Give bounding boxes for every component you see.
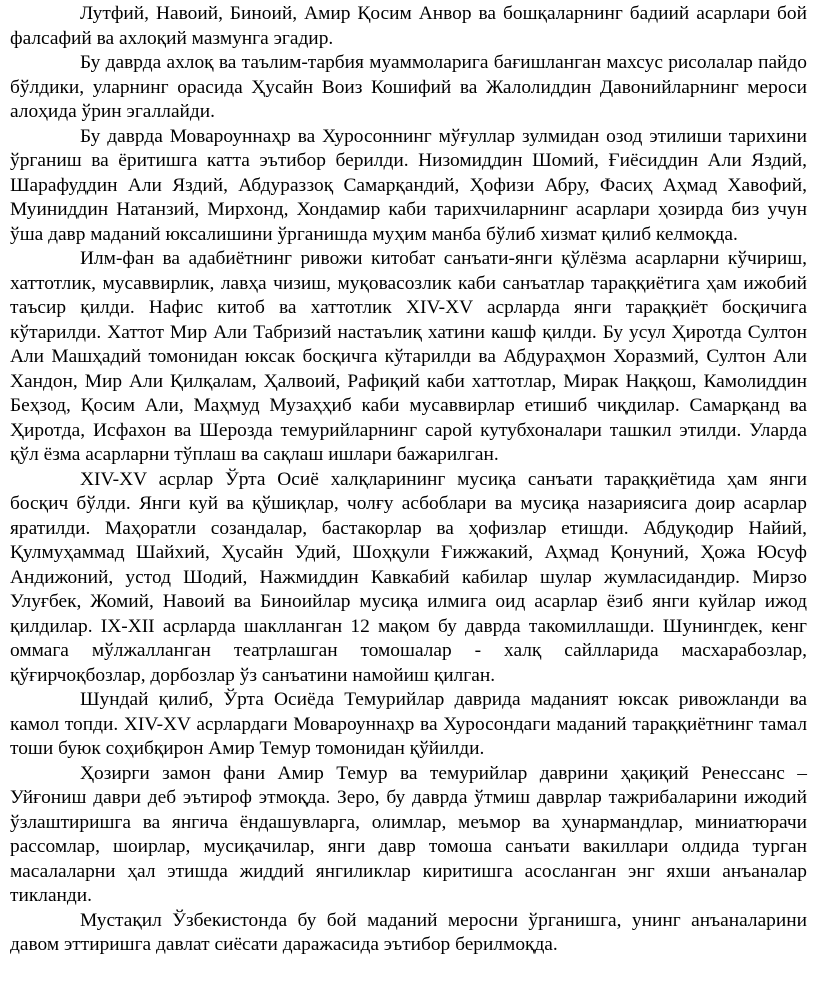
paragraph-8: Мустақил Ўзбекистонда бу бой маданий меросни ўрганишга, унинг анъаналарини давом эттиришга давлат сиёсати даражасида эътибор берилмоқда. bbox=[10, 909, 807, 955]
paragraph-5: XIV-XV асрлар Ўрта Осиё халқларининг мусиқа санъати тараққиётида ҳам янги босқич бўлди. Янги куй ва қўшиқлар, чолғу асбоблари ва мусиқа назариясига доир асарлар яратилди. Маҳоратли созандалар, бастакорлар ва ҳофизлар етишди. Абдуқодир Найий, Қулмуҳаммад Шайхий, Ҳусайн Удий, Шоҳқули Ғижжакий, Аҳмад Қонуний, Ҳожа Юсуф Андижоний, устод Шодий, Нажмиддин Кавкабий кабилар шулар жумласидандир. Мирзо Улуғбек, Жомий, Навоий ва Биноийлар мусиқа илмига оид асарлар ёзиб янги куйлар ижод қилдилар. IX-XII асрларда шаклланган 12 мақом бу даврда такомиллашди. Шунингдек, кенг оммага мўлжалланган театрлашган томошалар - халқ сайлларида масхарабозлар, қўғирчоқбозлар, дорбозлар ўз санъатини намойиш қилган. bbox=[10, 468, 807, 686]
paragraph-6: Шундай қилиб, Ўрта Осиёда Темурийлар даврида маданият юксак ривожланди ва камол топди. XIV-XV асрлардаги Мовароуннаҳр ва Хуросондаги маданий тараққиётнинг тамал тоши буюк соҳибқирон Амир Темур томонидан қўйилди. bbox=[10, 689, 807, 759]
paragraph-1: Лутфий, Навоий, Биноий, Амир Қосим Анвор ва бошқаларнинг бадиий асарлари бой фалсафий ва ахлоқий мазмунга эгадир. bbox=[10, 3, 807, 49]
paragraph-2: Бу даврда ахлоқ ва таълим-тарбия муаммоларига бағишланган махсус рисолалар пайдо бўлдики, уларнинг орасида Ҳусайн Воиз Кошифий ва Жалолиддин Давонийларнинг мероси алоҳида ўрин эгаллайди. bbox=[10, 52, 807, 122]
paragraph-4: Илм-фан ва адабиётнинг ривожи китобат санъати-янги қўлёзма асарларни кўчириш, хаттотлик, мусаввирлик, лавҳа чизиш, муқовасозлик каби санъатлар тараққиётига ҳам ижобий таъсир қилди. Нафис китоб ва хаттотлик XIV-XV асрларда янги тараққиёт босқичига кўтарилди. Хаттот Мир Али Табризий настаълиқ хатини кашф қилди. Бу усул Ҳиротда Султон Али Машҳадий томонидан юксак босқичга кўтарилди ва Абдураҳмон Хоразмий, Султон Али Хандон, Мир Али Қилқалам, Ҳалвоий, Рафиқий каби хаттотлар, Мирак Наққош, Камолиддин Беҳзод, Қосим Али, Маҳмуд Музаҳҳиб каби мусаввирлар етишиб чиқдилар. Самарқанд ва Ҳиротда, Исфахон ва Шерозда темурийларнинг сарой кутубхоналари ташкил этилди. Уларда қўл ёзма асарларни тўплаш ва сақлаш ишлари бажарилган. bbox=[10, 248, 807, 465]
paragraph-7: Ҳозирги замон фани Амир Темур ва темурийлар даврини ҳақиқий Ренессанс – Уйғониш даври деб эътироф этмоқда. Зеро, бу даврда ўтмиш даврлар тажрибаларини ижодий ўзлаштиришга ва янгича ёндашувларга, олимлар, меъмор ва ҳунармандлар, миниатюрачи рассомлар, шоирлар, мусиқачилар, янги давр томоша санъати вакиллари олдида турган масалаларни ҳал этишда жиддий янгиликлар киритишга асосланган энг яхши анъаналар тикланди. bbox=[10, 762, 807, 906]
paragraph-3: Бу даврда Мовароуннаҳр ва Хуросоннинг мўғуллар зулмидан озод этилиши тарихини ўрганиш ва ёритишга катта эътибор берилди. Низомиддин Шомий, Ғиёсиддин Али Яздий, Шарафуддин Али Яздий, Абдураззоқ Самарқандий, Ҳофизи Абру, Фасиҳ Аҳмад Хавофий, Муиниддин Натанзий, Мирхонд, Хондамир каби тарихчиларнинг асарлари ҳозирда биз учун ўша давр маданий юксалишини ўрганишда муҳим манба бўлиб хизмат қилиб келмоқда. bbox=[10, 125, 807, 245]
